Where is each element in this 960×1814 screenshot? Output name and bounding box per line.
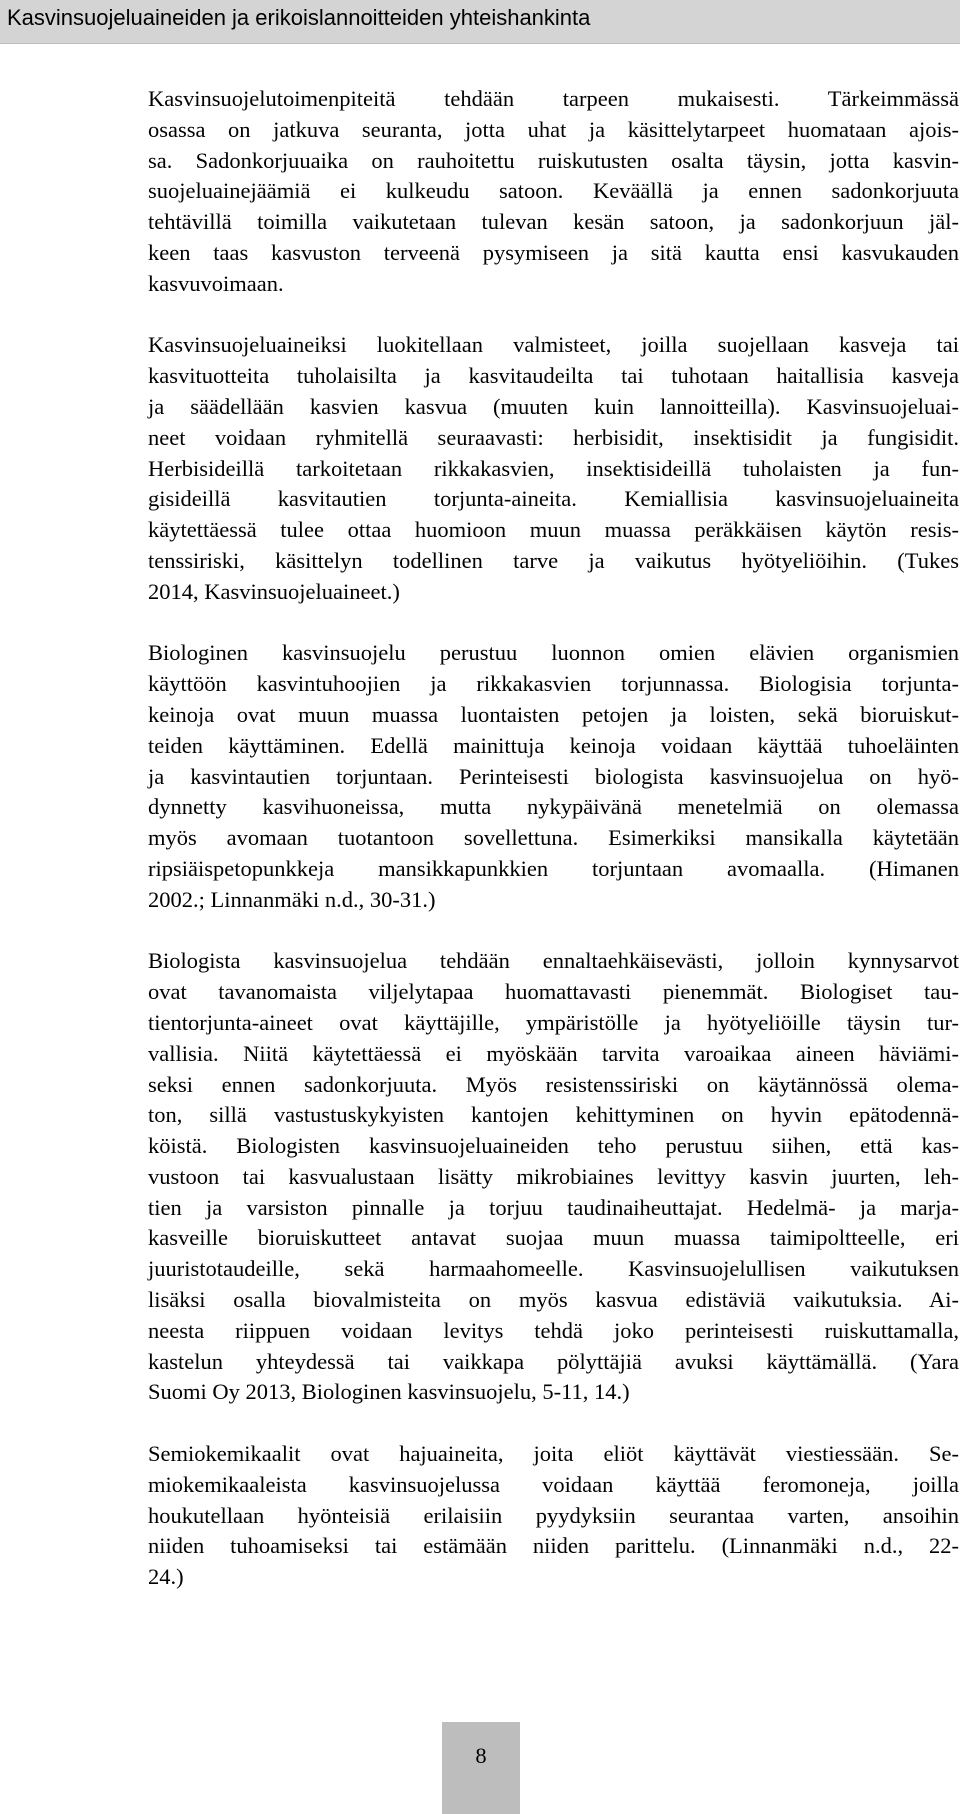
text-line: neet voidaan ryhmitellä seuraavasti: herbisidit, insektisidit ja fungisidit. bbox=[148, 424, 959, 450]
text-line: teiden käyttäminen. Edellä mainittuja keinoja voidaan käyttää tuhoeläinten bbox=[148, 732, 959, 758]
text-line: lisäksi osalla biovalmisteita on myös kasvua edistäviä vaikutuksia. Ai- bbox=[148, 1287, 959, 1313]
text-line: kasvuvoimaan. bbox=[148, 270, 284, 296]
text-line: Biologinen kasvinsuojelu perustuu luonnon omien elävien organismien bbox=[148, 640, 959, 666]
text-line: niiden tuhoamiseksi tai estämään niiden parittelu. (Linnanmäki n.d., 22- bbox=[148, 1533, 959, 1559]
text-line: tenssiriski, käsittelyn todellinen tarve ja vaikutus hyötyeliöihin. (Tukes bbox=[148, 547, 959, 573]
text-line: keen taas kasvuston terveenä pysymiseen ja sitä kautta ensi kasvukauden bbox=[148, 239, 959, 265]
header-title: Kasvinsuojeluaineiden ja erikoislannoitteiden yhteishankinta bbox=[7, 5, 591, 30]
page-number-box bbox=[442, 1722, 520, 1814]
text-line: vustoon tai kasvualustaan lisätty mikrobiaines levittyy kasvin juurten, leh- bbox=[148, 1163, 959, 1189]
text-line: Kasvinsuojeluaineiksi luokitellaan valmisteet, joilla suojellaan kasveja tai bbox=[148, 332, 959, 358]
text-line: keinoja ovat muun muassa luontaisten petojen ja loisten, sekä bioruiskut- bbox=[148, 701, 959, 727]
text-line: kasveille bioruiskutteet antavat suojaa muun muassa taimipoltteelle, eri bbox=[148, 1225, 959, 1251]
paragraph bbox=[148, 638, 959, 915]
text-line: köistä. Biologisten kasvinsuojeluaineiden teho perustuu siihen, että kas- bbox=[148, 1133, 959, 1159]
text-line: Suomi Oy 2013, Biologinen kasvinsuojelu, 5-11, 14.) bbox=[148, 1379, 630, 1405]
text-line: 2002.; Linnanmäki n.d., 30-31.) bbox=[148, 886, 436, 912]
text-line: sa. Sadonkorjuuaika on rauhoitettu ruiskutusten osalta täysin, jotta kasvin- bbox=[148, 147, 959, 173]
paragraph bbox=[148, 1439, 959, 1593]
paragraph bbox=[148, 84, 959, 300]
text-line: kastelun yhteydessä tai vaikkapa pölyttäjiä avuksi käyttämällä. (Yara bbox=[148, 1348, 959, 1374]
text-line: ton, sillä vastustuskykyisten kantojen kehittyminen on hyvin epätodennä- bbox=[148, 1102, 959, 1128]
text-line: suojeluainejäämiä ei kulkeudu satoon. Keväällä ja ennen sadonkorjuuta bbox=[148, 178, 959, 204]
text-line: Biologista kasvinsuojelua tehdään ennaltaehkäisevästi, jolloin kynnysarvot bbox=[148, 948, 959, 974]
paragraph bbox=[148, 330, 959, 607]
text-line: käyttöön kasvintuhoojien ja rikkakasvien torjunnassa. Biologisia torjunta- bbox=[148, 671, 959, 697]
text-line: miokemikaaleista kasvinsuojelussa voidaan käyttää feromoneja, joilla bbox=[148, 1471, 959, 1497]
text-line: tehtävillä toimilla vaikutetaan tulevan kesän satoon, ja sadonkorjuun jäl- bbox=[148, 209, 959, 235]
text-line: tientorjunta-aineet ovat käyttäjille, ympäristölle ja hyötyeliöille täysin tur- bbox=[148, 1009, 959, 1035]
text-line: osassa on jatkuva seuranta, jotta uhat ja käsittelytarpeet huomataan ajois- bbox=[148, 116, 959, 142]
text-line: seksi ennen sadonkorjuuta. Myös resistenssiriski on käytännössä olema- bbox=[148, 1071, 959, 1097]
text-line: neesta riippuen voidaan levitys tehdä joko perinteisesti ruiskuttamalla, bbox=[148, 1317, 959, 1343]
text-line: Semiokemikaalit ovat hajuaineita, joita eliöt käyttävät viestiessään. Se- bbox=[148, 1441, 959, 1467]
text-line: myös avomaan tuotantoon sovellettuna. Esimerkiksi mansikalla käytetään bbox=[148, 825, 959, 851]
paragraph bbox=[148, 946, 959, 1408]
text-line: juuristotaudeille, sekä harmaahomeelle. Kasvinsuojelullisen vaikutuksen bbox=[148, 1256, 959, 1282]
text-line: ja säädellään kasvien kasvua (muuten kuin lannoitteilla). Kasvinsuojeluai- bbox=[148, 393, 959, 419]
text-line: käytettäessä tulee ottaa huomioon muun muassa peräkkäisen käytön resis- bbox=[148, 517, 959, 543]
text-line: 24.) bbox=[148, 1564, 184, 1590]
text-line: Herbisideillä tarkoitetaan rikkakasvien, insektisideillä tuholaisten ja fun- bbox=[148, 455, 959, 481]
text-line: houkutellaan hyönteisiä erilaisiin pyydyksiin seurantaa varten, ansoihin bbox=[148, 1502, 959, 1528]
text-line: dynnetty kasvihuoneissa, mutta nykypäivänä menetelmiä on olemassa bbox=[148, 794, 959, 820]
page-number: 8 bbox=[475, 1743, 487, 1768]
text-line: ovat tavanomaista viljelytapaa huomattavasti pienemmät. Biologiset tau- bbox=[148, 979, 959, 1005]
document-body bbox=[148, 84, 959, 1624]
text-line: Kasvinsuojelutoimenpiteitä tehdään tarpeen mukaisesti. Tärkeimmässä bbox=[148, 86, 959, 111]
text-line: vallisia. Niitä käytettäessä ei myöskään tarvita varoaikaa aineen häviämi- bbox=[148, 1040, 959, 1066]
text-line: tien ja varsiston pinnalle ja torjuu taudinaiheuttajat. Hedelmä- ja marja- bbox=[148, 1194, 959, 1220]
text-line: ja kasvintautien torjuntaan. Perinteisesti biologista kasvinsuojelua on hyö- bbox=[148, 763, 959, 789]
text-line: ripsiäispetopunkkeja mansikkapunkkien torjuntaan avomaalla. (Himanen bbox=[148, 855, 959, 881]
text-line: 2014, Kasvinsuojeluaineet.) bbox=[148, 578, 400, 604]
text-line: kasvituotteita tuholaisilta ja kasvitaudeilta tai tuhotaan haitallisia kasveja bbox=[148, 363, 959, 389]
running-header bbox=[0, 0, 960, 44]
text-line: gisideillä kasvitautien torjunta-aineita. Kemiallisia kasvinsuojeluaineita bbox=[148, 486, 959, 512]
